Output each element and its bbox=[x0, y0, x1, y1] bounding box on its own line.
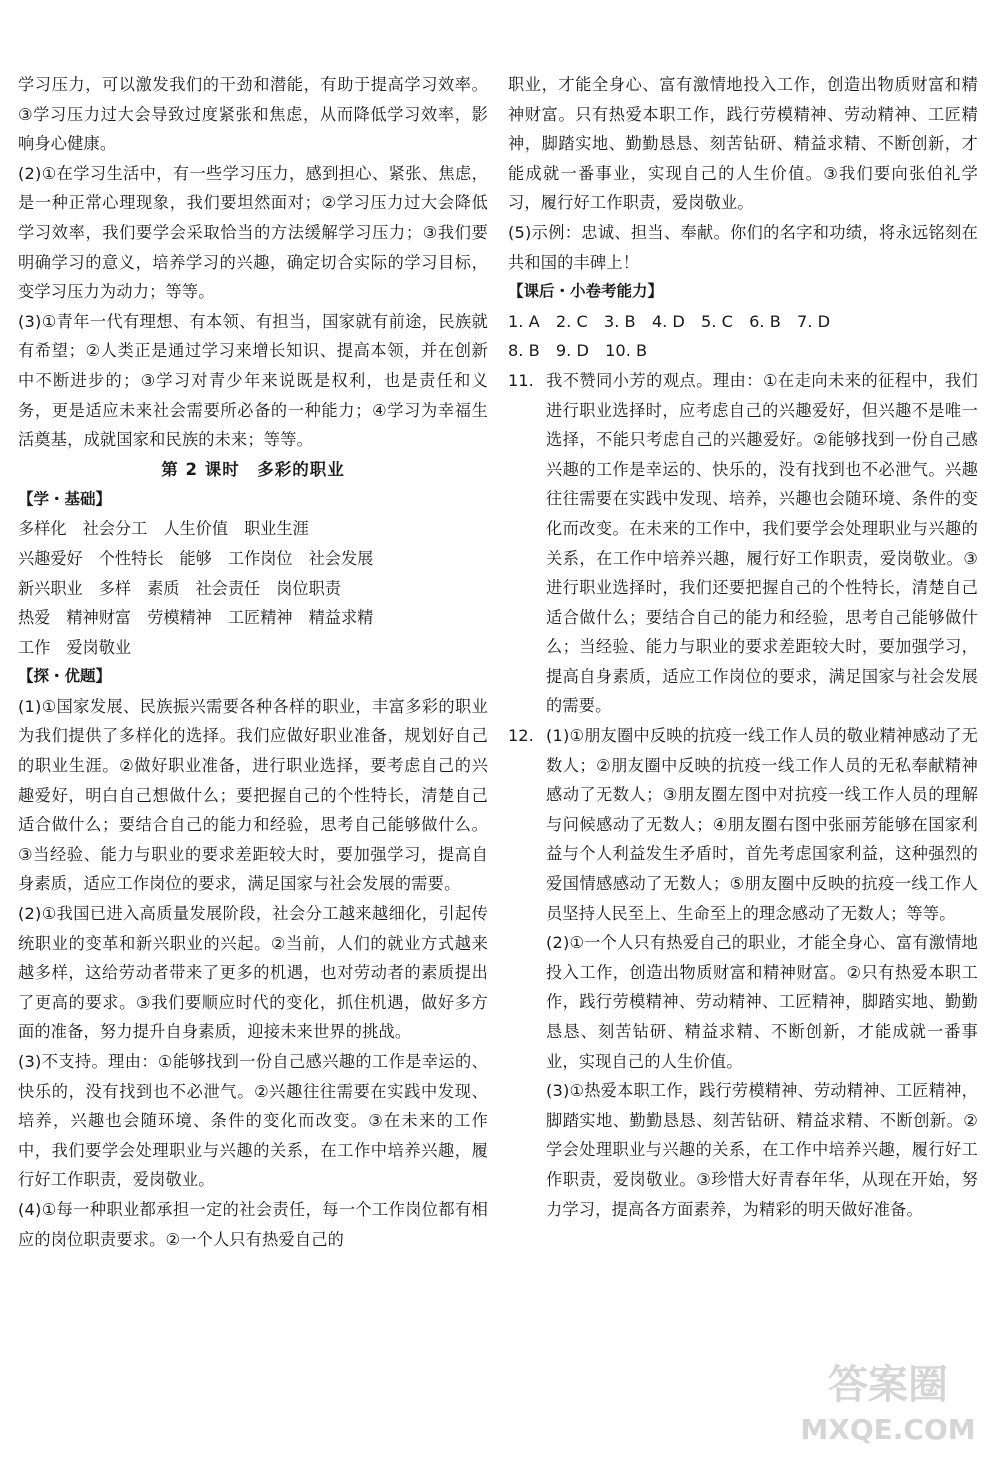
term: 社会发展 bbox=[308, 548, 374, 568]
term: 多样化 bbox=[18, 519, 67, 539]
question-number: 12. bbox=[508, 726, 534, 746]
term: 热爱 bbox=[18, 608, 51, 628]
paragraph: (1)①国家发展、民族振兴需要各种各样的职业，丰富多彩的职业为我们提供了多样化的选择。我们应做好职业准备，规划好自己的职业生涯。②做好职业准备，进行职业选择，要考虑自己的兴趣爱好，明白自己想做什么；要把握自己的个性特长，清楚自己适合做什么；要结合自己的能力和经验，思考自己能够做什么。③当经验、能力与职业的要求差距较大时，要加强学习，提高自身素质，适应工作岗位的要求，满足国家与社会发展的需要。 bbox=[18, 696, 488, 894]
paragraph: (4)①每一种职业都承担一定的社会责任，每一个工作岗位都有相应的岗位职责要求。②一个人只有热爱自己的 bbox=[18, 1199, 488, 1249]
term: 爱岗敬业 bbox=[66, 637, 132, 657]
term: 社会责任 bbox=[195, 578, 261, 598]
left-column bbox=[18, 70, 488, 1254]
right-column bbox=[508, 70, 978, 1224]
term: 职业生涯 bbox=[244, 519, 309, 539]
watermark-logo bbox=[788, 1343, 988, 1453]
paragraph: (2)①我国已进入高质量发展阶段，社会分工越来越细化，引起传统职业的变革和新兴职业的兴起。②当前，人们的就业方式越来越多样，这给劳动者带来了更多的机遇，也对劳动者的素质提出了更高的要求。③我们要顺应时代的变化，抓住机遇，做好多方面的准备，努力提升自身素质，迎接未来世界的挑战。 bbox=[18, 904, 488, 1042]
question-number: 11. bbox=[508, 370, 534, 390]
question-11 bbox=[508, 366, 978, 721]
paragraph: (1)①朋友圈中反映的抗疫一线工作人员的敬业精神感动了无数人；②朋友圈中反映的抗疫一线工作人员的无私奉献精神感动了无数人；③朋友圈左图中对抗疫一线工作人员的理解与问候感动了无数人；④朋友圈右图中张丽芳能够在国家利益与个人利益发生矛盾时，首先考虑国家利益，这种强烈的爱国情感感动了无数人；⑤朋友圈中反映的抗疫一线工作人员坚持人民至上、生命至上的理念感动了无数人；等等。 bbox=[546, 726, 978, 923]
term: 岗位职责 bbox=[276, 578, 341, 598]
term: 工作 bbox=[18, 637, 51, 657]
term: 素质 bbox=[147, 578, 180, 598]
answer-row: 8. B 9. D 10. B bbox=[508, 341, 648, 361]
term: 能够 bbox=[179, 548, 212, 568]
term: 新兴职业 bbox=[18, 578, 83, 598]
question-12 bbox=[508, 721, 978, 1224]
section-heading-explore: 【探・优题】 bbox=[18, 667, 112, 686]
term: 多样 bbox=[98, 578, 132, 598]
watermark-text-cn: 答案圈 bbox=[828, 1362, 948, 1408]
paragraph: (2)①在学习生活中，有一些学习压力，感到担心、紧张、焦虑，是一种正常心理现象，我们要坦然面对；②学习压力过大会降低学习效率，我们要学会采取恰当的方法缓解学习压力；③我们要明确学习的意义，培养学习的兴趣，确定切合实际的学习目标，变学习压力为动力；等等。 bbox=[18, 163, 488, 302]
term: 精神财富 bbox=[66, 608, 132, 628]
paragraph: (3)①青年一代有理想、有本领、有担当，国家就有前途，民族就有希望；②人类正是通过学习来增长知识、提高本领，并在创新中不断进步的；③学习对青少年来说既是权利，也是责任和义务，更是适应未来社会需要所必备的一种能力；④学习为幸福生活奠基，成就国家和民族的未来；等等。 bbox=[18, 311, 488, 450]
term-row bbox=[18, 603, 488, 633]
term: 社会分工 bbox=[82, 519, 148, 539]
term-row bbox=[18, 544, 488, 574]
paragraph: 我不赞同小芳的观点。理由：①在走向未来的征程中，我们进行职业选择时，应考虑自己的兴趣爱好，但兴趣不是唯一选择，不能只考虑自己的兴趣爱好。②能够找到一份自己感兴趣的工作是幸运的、快乐的，没有找到也不必泄气。兴趣往往需要在实践中发现、培养，兴趣也会随环境、条件的变化而改变。在未来的工作中，我们要学会处理职业与兴趣的关系，在工作中培养兴趣，履行好工作职责，爱岗敬业。③进行职业选择时，我们还要把握自己的个性特长，清楚自己适合做什么；要结合自己的能力和经验，思考自己能够做什么；当经验、能力与职业的要求差距较大时，要加强学习，提高自身素质，适应工作岗位的要求，满足国家与社会发展的需要。 bbox=[546, 370, 978, 716]
term: 工作岗位 bbox=[227, 548, 293, 568]
paragraph: 学习压力，可以激发我们的干劲和潜能，有助于提高学习效率。③学习压力过大会导致过度紧张和焦虑，从而降低学习效率，影响身心健康。 bbox=[18, 75, 488, 154]
paragraph: 职业，才能全身心、富有激情地投入工作，创造出物质财富和精神财富。只有热爱本职工作，践行劳模精神、劳动精神、工匠精神，脚踏实地、勤勤恳恳、刻苦钻研、精益求精、不断创新，才能成就一番事业，实现自己的人生价值。③我们要向张伯礼学习，履行好工作职责，爱岗敬业。 bbox=[508, 75, 978, 213]
term-row bbox=[18, 633, 488, 663]
term: 个性特长 bbox=[98, 548, 164, 568]
paragraph: (5)示例：忠诚、担当、奉献。你们的名字和功绩，将永远铭刻在共和国的丰碑上！ bbox=[508, 222, 978, 272]
watermark-text-en: MXQE.COM bbox=[800, 1413, 976, 1446]
term: 工匠精神 bbox=[227, 608, 293, 628]
term: 精益求精 bbox=[308, 608, 374, 628]
paragraph: (3)不支持。理由：①能够找到一份自己感兴趣的工作是幸运的、快乐的，没有找到也不必泄气。②兴趣往往需要在实践中发现、培养，兴趣也会随环境、条件的变化而改变。③在未来的工作中，我们要学会处理职业与兴趣的关系，在工作中培养兴趣，履行好工作职责，爱岗敬业。 bbox=[18, 1052, 488, 1190]
section-heading-basic: 【学・基础】 bbox=[18, 489, 112, 508]
term: 劳模精神 bbox=[147, 608, 212, 628]
term: 人生价值 bbox=[163, 519, 229, 539]
answer-row: 1. A 2. C 3. B 4. D 5. C 6. B 7. D bbox=[508, 311, 831, 331]
paragraph: (3)①热爱本职工作，践行劳模精神、劳动精神、工匠精神，脚踏实地、勤勤恳恳、刻苦钻研、精益求精、不断创新。②学会处理职业与兴趣的关系，在工作中培养兴趣，履行好工作职责，爱岗敬业。③珍惜大好青春年华，从现在开始，努力学习，提高各方面素养，为精彩的明天做好准备。 bbox=[546, 1081, 978, 1219]
term-row bbox=[18, 514, 488, 544]
lesson-title: 第 2 课时 多彩的职业 bbox=[161, 459, 345, 479]
section-heading-after-class: 【课后・小卷考能力】 bbox=[508, 282, 664, 301]
paragraph: (2)①一个人只有热爱自己的职业，才能全身心、富有激情地投入工作，创造出物质财富和精神财富。②只有热爱本职工作，践行劳模精神、劳动精神、工匠精神，脚踏实地、勤勤恳恳、刻苦钻研、精益求精、不断创新，才能成就一番事业，实现自己的人生价值。 bbox=[546, 933, 978, 1071]
term-row bbox=[18, 574, 488, 604]
term: 兴趣爱好 bbox=[18, 548, 83, 568]
